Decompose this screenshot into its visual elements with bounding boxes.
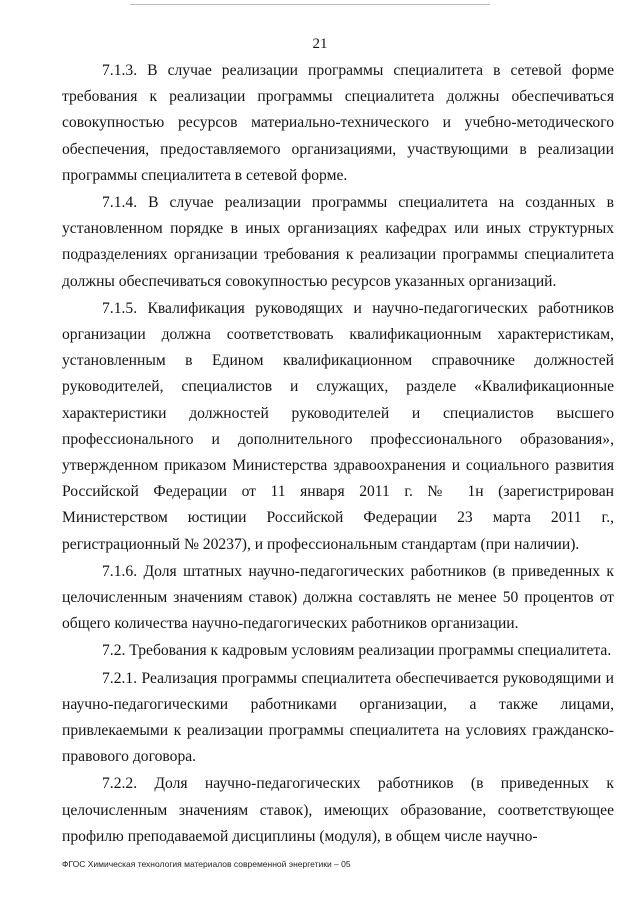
paragraph-7-2: 7.2. Требования к кадровым условиям реализации программы специалитета.	[102, 642, 612, 660]
document-footer: ФГОС Химическая технология материалов современной энергетики – 05	[62, 859, 351, 869]
paragraph-7-1-3: 7.1.3. В случае реализации программы специалитета в сетевой форме требования к реализации программы специалитета должны обеспечиваться совокупностью ресурсов материально-технического и учебно-методического обеспечения, предоставляемого организациями, участвующими в реализации программы специалитета в сетевой форме.	[62, 62, 614, 184]
paragraph-7-1-6: 7.1.6. Доля штатных научно-педагогических работников (в приведенных к целочисленным значениям ставок) должна составлять не менее 50 процентов от общего количества научно-педагогических работников организации.	[62, 562, 614, 633]
document-body	[62, 58, 614, 850]
scan-top-edge	[130, 4, 490, 5]
paragraph-7-1-4: 7.1.4. В случае реализации программы специалитета на созданных в установленном порядке в иных организациях кафедрах или иных структурных подразделениях организации требования к реализации программы специалитета должны обеспечиваться совокупностью ресурсов указанных организаций.	[62, 194, 614, 290]
paragraph-7-1-5: 7.1.5. Квалификация руководящих и научно-педагогических работников организации должна соответствовать квалификационным характеристикам, установленным в Едином квалификационном справочнике должностей руководителей, специалистов и служащих, разделе «Квалификационные характеристики должностей руководителей и специалистов высшего профессионального и дополнительного профессионального образования», утвержденном приказом Министерства здравоохранения и социального развития Российской Федерации от 11 января 2011 г. № 1н (зарегистрирован Министерством юстиции Российской Федерации 23 марта 2011 г., регистрационный № 20237), и профессиональным стандартам (при наличии).	[62, 299, 614, 553]
page-number: 21	[312, 36, 328, 52]
paragraph-7-2-1: 7.2.1. Реализация программы специалитета обеспечивается руководящими и научно-педагогическими работниками организации, а также лицами, привлекаемыми к реализации программы специалитета на условиях гражданско-правового договора.	[62, 669, 614, 766]
paragraph-7-2-2: 7.2.2. Доля научно-педагогических работников (в приведенных к целочисленным значениям ставок), имеющих образование, соответствующее профилю преподаваемой дисциплины (модуля), в общем числе научно-	[62, 775, 614, 845]
